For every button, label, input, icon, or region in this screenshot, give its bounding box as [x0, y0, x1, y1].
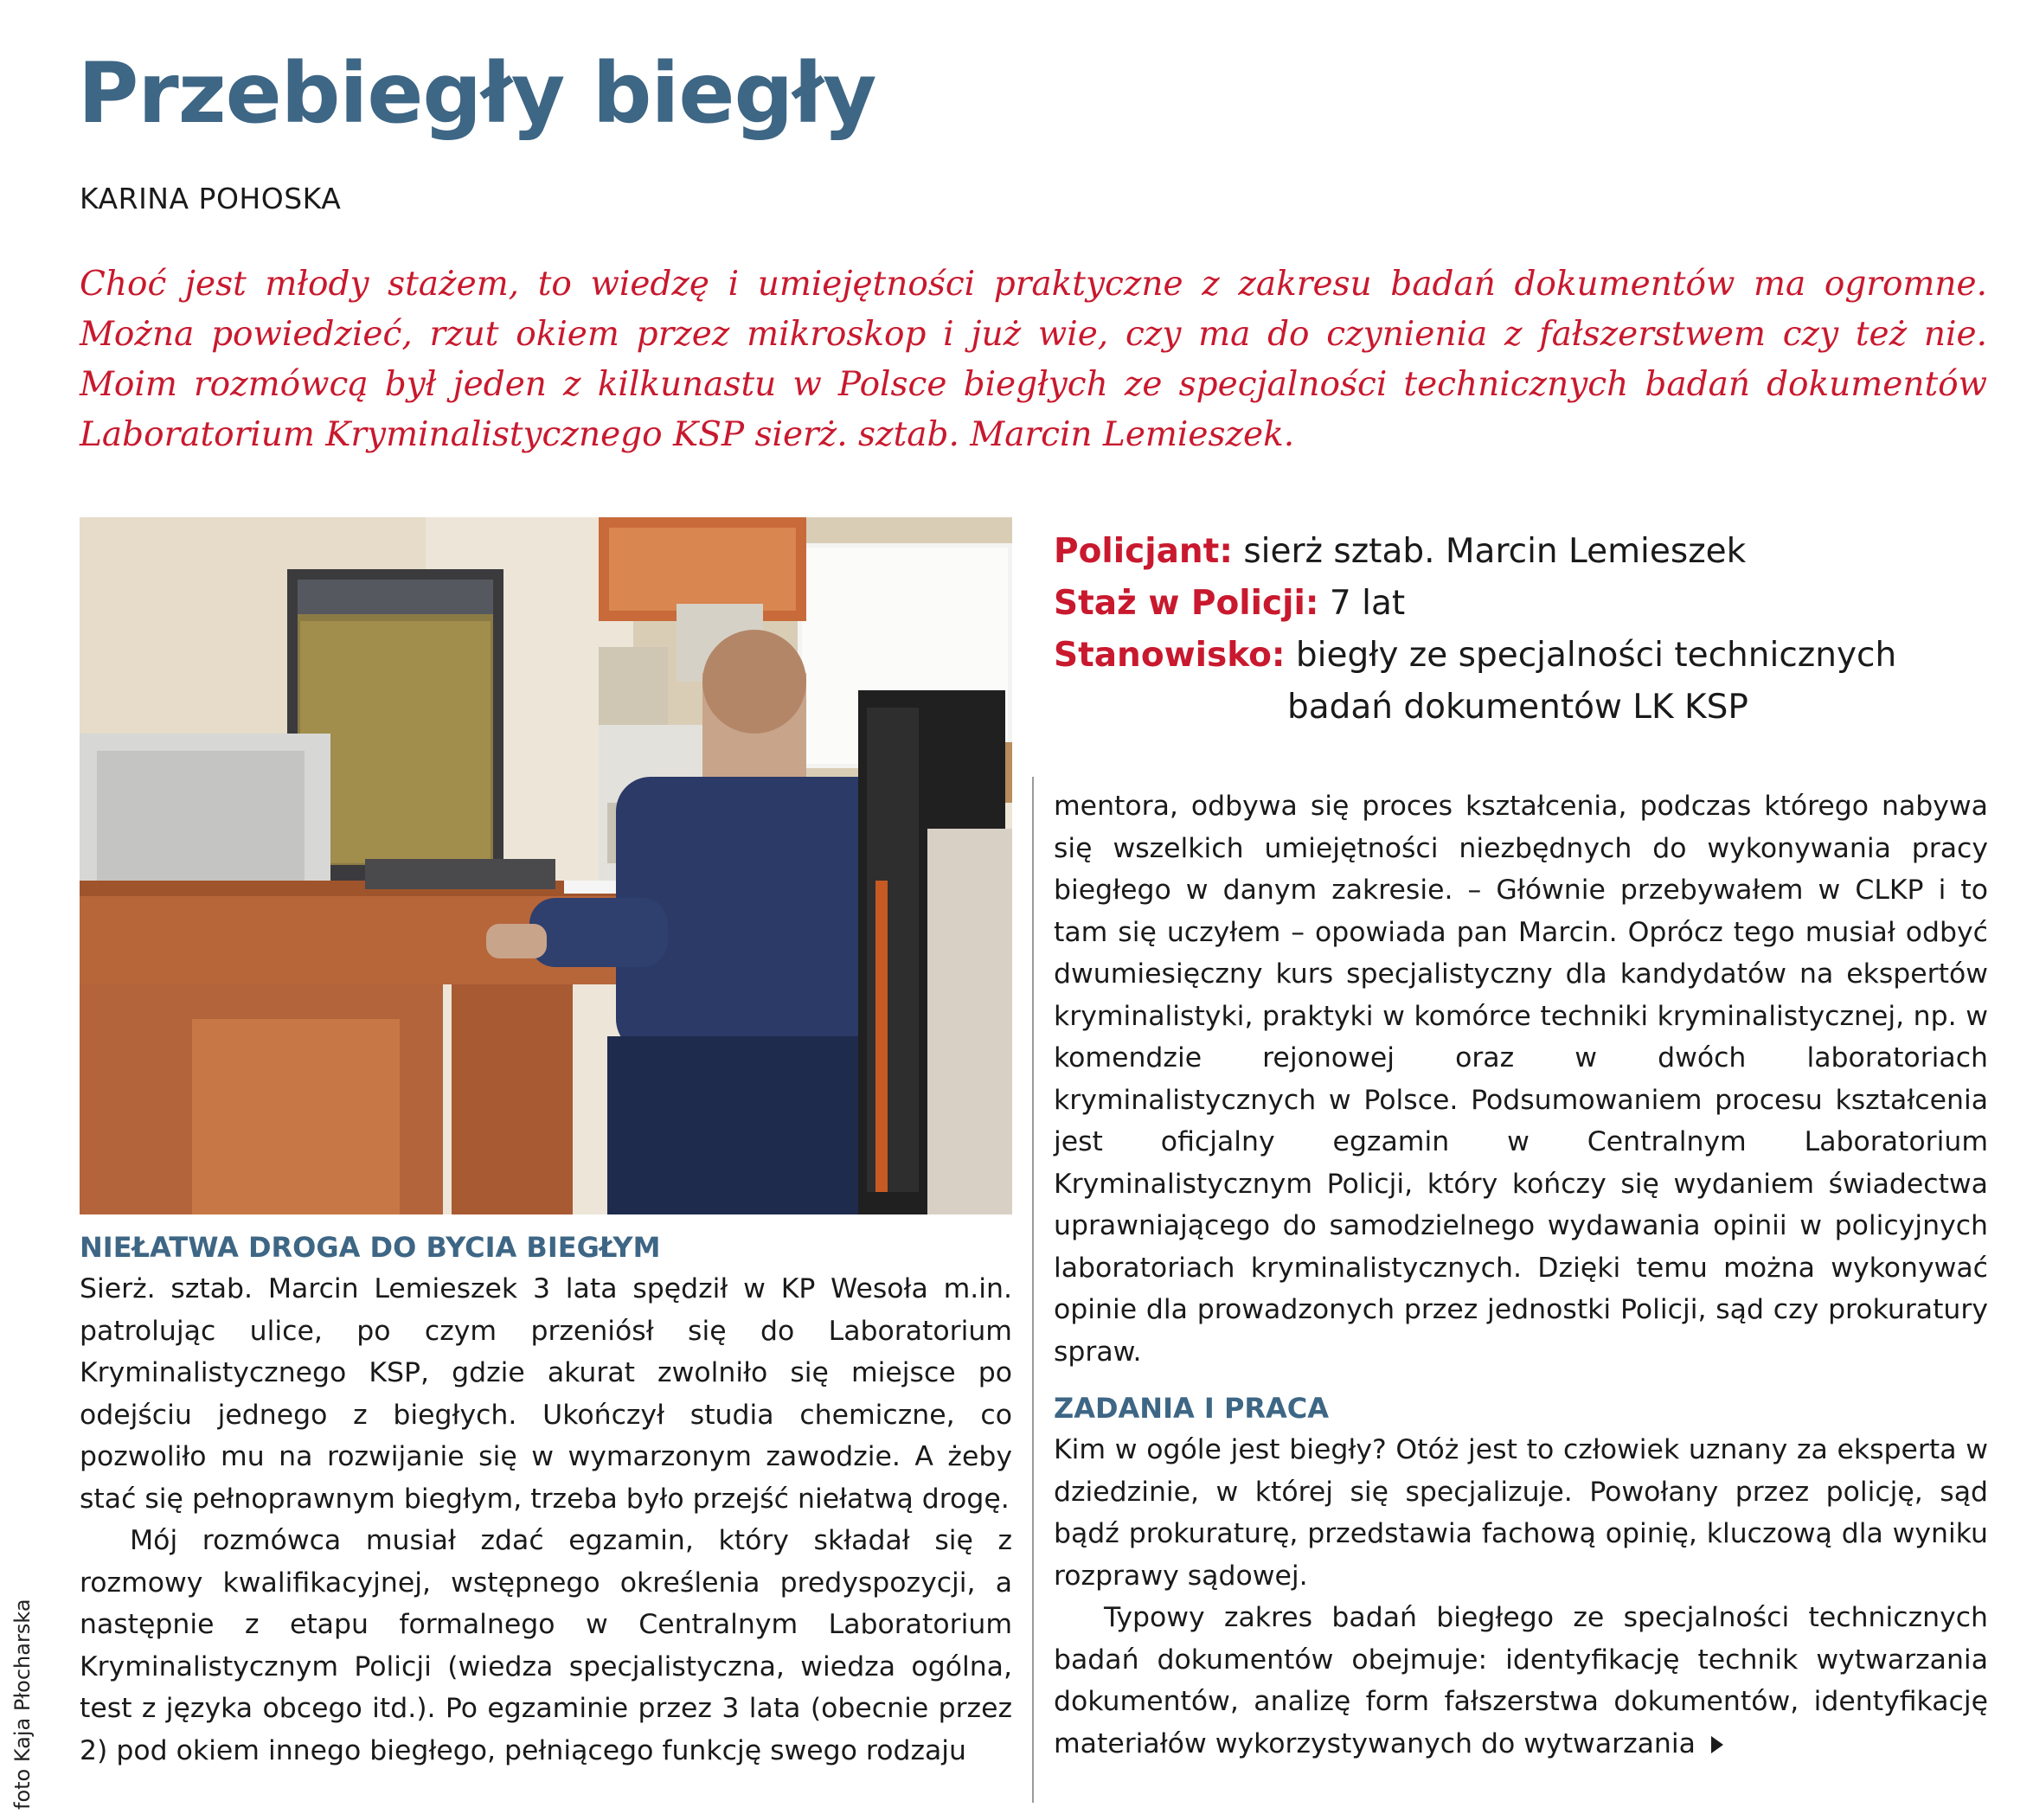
fact-stanowisko-value-line2: badań dokumentów LK KSP: [1287, 688, 1748, 727]
fact-policjant: [1054, 526, 1988, 578]
fact-policjant-label: Policjant:: [1054, 532, 1233, 571]
paragraph-definition: Kim w ogóle jest biegły? Otóż jest to człowiek uznany za eksperta w dziedzinie, w której się specjalizuje. Powołany przez policję, sąd bądź prokuraturę, przedstawia fachową opinię, kluczową dla wyniku rozprawy sądowej.: [1054, 1434, 1988, 1592]
paragraph-scope-text: Typowy zakres badań biegłego ze specjalności technicznych badań dokumentów obejmuje: identyfikację technik wytwarzania dokumentów, analizę form fałszerstwa dokumentów, identyfikację materiałów wykorzystywanych do wytwarzania: [1054, 1602, 1988, 1759]
column-divider: [1032, 777, 1034, 1803]
paragraph-career: Sierż. sztab. Marcin Lemieszek 3 lata spędził w KP Wesoła m.in. patrolując ulice, po czym przeniósł się do Laboratorium Kryminalistycznego KSP, gdzie akurat zwolniło się miejsce po odejściu jednego z biegłych. Ukończył studia chemiczne, co pozwoliło mu na rozwijanie się w wymarzonym zawodzie. A żeby stać się pełnoprawnym biegłym, trzeba było przejść niełatwą drogę.: [80, 1273, 1012, 1515]
triangle-right-icon: [1711, 1736, 1723, 1753]
fact-staz: [1054, 578, 1988, 630]
article-photo: [80, 517, 1012, 1214]
section-heading-zadania: ZADANIA I PRACA: [1054, 1392, 1330, 1425]
fact-stanowisko-continuation: [1054, 682, 1988, 734]
photo-credit: foto Kaja Płocharska: [10, 1599, 35, 1810]
paragraph-exam: Mój rozmówca musiał zdać egzamin, który składał się z rozmowy kwalifikacyjnej, wstępnego określenia predyspozycji, a następnie z etapu formalnego w Centralnym Laboratorium Kryminalistycznym Policji (wiedza specjalistyczna, wiedza ogólna, test z języka obcego itd.). Po egzaminie przez 3 lata (obecnie przez 2) pod okiem innego biegłego, pełniącego funkcję swego rodzaju: [80, 1525, 1012, 1766]
paragraph-training: mentora, odbywa się proces kształcenia, podczas którego nabywa się wszelkich umiejętności niezbędnych do wykonywania pracy biegłego w danym zakresie. – Głównie przebywałem w CLKP i to tam się uczyłem – opowiada pan Marcin. Oprócz tego musiał odbyć dwumiesięczny kurs specjalistyczny dla kandydatów na ekspertów kryminalistyki, praktyki w komórce techniki kryminalistycznej, np. w komendzie rejonowej oraz w dwóch laboratoriach kryminalistycznych w Polsce. Podsumowaniem procesu kształcenia jest oficjalny egzamin w Centralnym Laboratorium Kryminalistycznym Policji, który kończy się wydaniem świadectwa uprawniającego do samodzielnego wydawania opinii w policyjnych laboratoriach kryminalistycznych. Dzięki temu można wykonywać opinie dla prowadzonych przez jednostki Policji, sąd czy prokuratury spraw.: [1054, 791, 1988, 1368]
right-column-continuation: [1054, 785, 1988, 1373]
fact-stanowisko: [1054, 630, 1988, 682]
officer-facts-box: [1054, 526, 1988, 734]
article-lead: Choć jest młody stażem, to wiedzę i umiejętności praktyczne z zakresu badań dokumentów ma ogromne. Można powiedzieć, rzut okiem przez mikroskop i już wie, czy ma do czynienia z fałszerstwem czy też nie. Moim rozmówcą był jeden z kilkunastu w Polsce biegłych ze specjalności technicznych badań dokumentów Laboratorium Kryminalistycznego KSP sierż. sztab. Marcin Lemieszek.: [80, 265, 1987, 454]
fact-staz-label: Staż w Policji:: [1054, 584, 1319, 623]
author-byline: KARINA POHOSKA: [80, 182, 342, 215]
fact-stanowisko-value-line1: biegły ze specjalności technicznych: [1295, 636, 1897, 675]
fact-stanowisko-label: Stanowisko:: [1054, 636, 1286, 675]
right-column-section: [1054, 1391, 1988, 1765]
article-title: Przebiegły biegły: [78, 45, 876, 142]
paragraph-scope: [1054, 1597, 1988, 1765]
lab-photo-illustration: [80, 517, 1012, 1214]
left-column: [80, 1230, 1012, 1772]
fact-policjant-value: sierż sztab. Marcin Lemieszek: [1243, 532, 1747, 571]
fact-staz-value: 7 lat: [1329, 584, 1406, 623]
section-heading-droga: NIEŁATWA DROGA DO BYCIA BIEGŁYM: [80, 1231, 661, 1264]
